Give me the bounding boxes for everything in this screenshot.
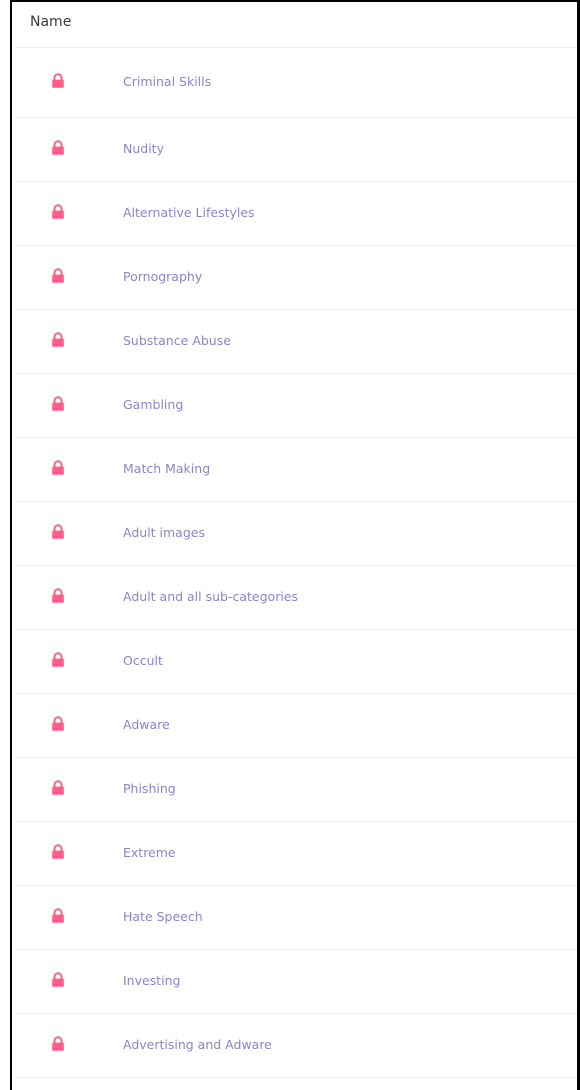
- lock-icon: [51, 1038, 85, 1054]
- table-row[interactable]: [15, 502, 577, 566]
- category-label: Pornography: [123, 269, 203, 284]
- table-row[interactable]: [15, 310, 577, 374]
- lock-icon: [51, 142, 85, 158]
- table-row[interactable]: [15, 758, 577, 822]
- lock-icon: [51, 718, 85, 734]
- lock-icon: [51, 782, 85, 798]
- category-label: Adware: [123, 717, 170, 732]
- lock-icon: [51, 974, 85, 990]
- lock-icon: [51, 462, 85, 478]
- table-row[interactable]: [15, 1014, 577, 1078]
- category-label: Nudity: [123, 141, 164, 156]
- table-row[interactable]: [15, 950, 577, 1014]
- category-label: Phishing: [123, 781, 176, 796]
- category-label: Investing: [123, 973, 181, 988]
- column-header-name[interactable]: Name: [30, 13, 72, 30]
- lock-icon: [51, 654, 85, 670]
- category-label: Hate Speech: [123, 909, 203, 924]
- lock-icon: [51, 910, 85, 926]
- category-label: Criminal Skills: [123, 74, 212, 89]
- category-label: Match Making: [123, 461, 211, 476]
- category-label: Advertising and Adware: [123, 1037, 272, 1052]
- table-row[interactable]: [15, 694, 577, 758]
- table-row[interactable]: [15, 886, 577, 950]
- category-label: Substance Abuse: [123, 333, 231, 348]
- lock-icon: [51, 846, 85, 862]
- lock-icon: [51, 334, 85, 350]
- table-row[interactable]: [15, 118, 577, 182]
- lock-icon: [51, 526, 85, 542]
- category-label: Alternative Lifestyles: [123, 205, 255, 220]
- left-border: [0, 0, 12, 1090]
- lock-icon: [51, 75, 85, 91]
- category-label: Gambling: [123, 397, 184, 412]
- table-row[interactable]: [15, 438, 577, 502]
- lock-icon: [51, 270, 85, 286]
- category-label: Adult and all sub-categories: [123, 589, 299, 604]
- table-row[interactable]: [15, 822, 577, 886]
- table-row[interactable]: [15, 48, 577, 118]
- lock-icon: [51, 206, 85, 222]
- category-table: [14, 2, 577, 1078]
- category-label: Occult: [123, 653, 163, 668]
- table-row[interactable]: [15, 630, 577, 694]
- table-row[interactable]: [15, 566, 577, 630]
- table-header: [15, 2, 577, 48]
- lock-icon: [51, 398, 85, 414]
- table-row[interactable]: [15, 374, 577, 438]
- table-row[interactable]: [15, 182, 577, 246]
- lock-icon: [51, 590, 85, 606]
- category-label: Extreme: [123, 845, 176, 860]
- category-label: Adult images: [123, 525, 205, 540]
- table-body: [14, 48, 577, 1078]
- table-row[interactable]: [15, 246, 577, 310]
